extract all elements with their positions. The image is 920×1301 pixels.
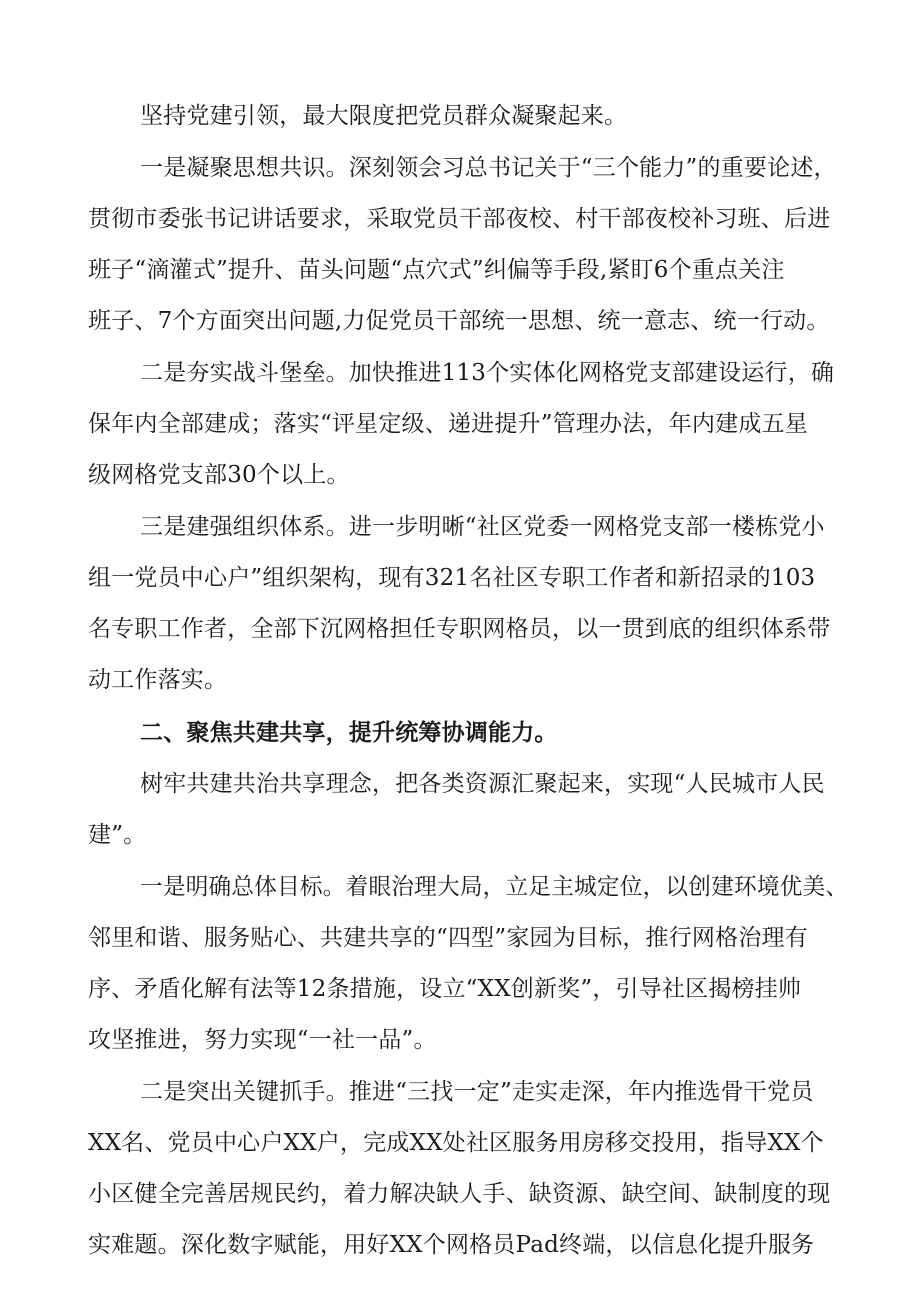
text-line: 建”。 [88,822,147,848]
text-line: 小区健全完善居规民约，着力解决缺人手、缺资源、缺空间、缺制度的现 [88,1181,831,1207]
text-line: 邻里和谐、服务贴心、共建共享的“四型”家园为目标，推行网格治理有 [88,925,808,951]
text-line: 三是建强组织体系。进一步明晰“社区党委一网格党支部一楼栋党小 [140,514,825,540]
section-heading: 二、聚焦共建共享，提升统筹协调能力。 [140,720,558,746]
text-line: 动工作落实。 [88,667,228,693]
text-line: 树牢共建共治共享理念，把各类资源汇聚起来，实现“人民城市人民 [140,771,825,797]
text-line: 名专职工作者，全部下沉网格担任专职网格员，以一贯到底的组织体系带 [88,616,831,642]
text-line: 二是突出关键抓手。推进“三找一定”走实走深，年内推选骨干党员 [140,1079,814,1105]
text-line: 班子“滴灌式”提升、苗头问题“点穴式”纠偏等手段,紧盯6个重点关注 [88,257,785,283]
text-line: 班子、7个方面突出问题,力促党员干部统一思想、统一意志、统一行动。 [88,308,830,334]
text-line: 贯彻市委张书记讲话要求，采取党员干部夜校、村干部夜校补习班、后进 [88,206,831,232]
text-line: 坚持党建引领，最大限度把党员群众凝聚起来。 [140,103,628,129]
text-line: 一是明确总体目标。着眼治理大局，立足主城定位，以创建环境优美、 [140,874,849,900]
text-line: 保年内全部建成；落实“评星定级、递进提升”管理办法，年内建成五星 [88,411,808,437]
text-line: 组一党员中心户”组织架构，现有321名社区专职工作者和新招录的103 [88,565,816,591]
text-line: 一是凝聚思想共识。深刻领会习总书记关于“三个能力”的重要论述， [140,155,837,181]
text-line: 攻坚推进，努力实现“一社一品”。 [88,1027,437,1053]
text-line: 序、矛盾化解有法等12条措施，设立“XX创新奖”，引导社区揭榜挂帅 [88,976,802,1002]
text-line: 实难题。深化数字赋能，用好XX个网格员Pad终端，以信息化提升服务 [88,1232,815,1258]
text-line: 二是夯实战斗堡垒。加快推进113个实体化网格党支部建设运行，确 [140,360,835,386]
text-line: XX名、党员中心户XX户，完成XX处社区服务用房移交投用，指导XX个 [88,1130,824,1156]
text-line: 级网格党支部30个以上。 [88,462,350,488]
